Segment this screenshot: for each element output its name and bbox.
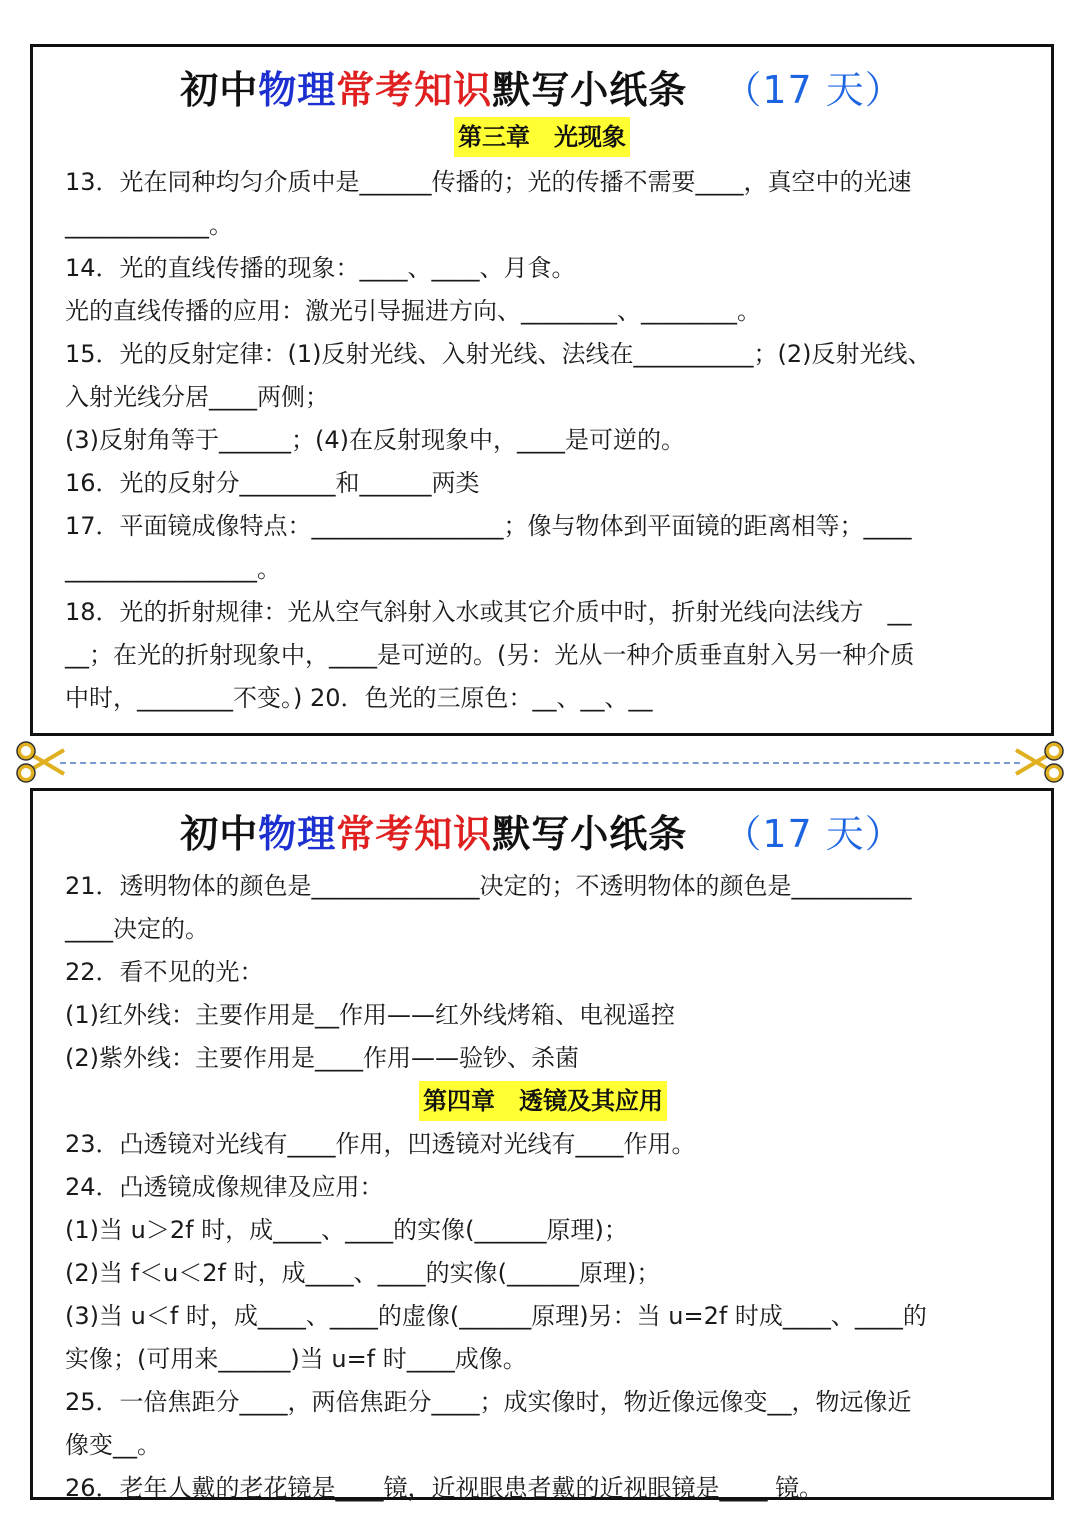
text-line: (2)紫外线：主要作用是____作用——验钞、杀菌 — [65, 1044, 579, 1072]
text-line: ____________。 — [65, 211, 233, 239]
text-line: (1)红外线：主要作用是__作用——红外线烤箱、电视遥控 — [65, 1001, 675, 1029]
text-line: 中时，________不变。) 20．色光的三原色：__、__、__ — [65, 684, 653, 712]
text-line: 光的直线传播的应用：激光引导掘进方向、________、________。 — [65, 297, 761, 325]
card-title — [33, 809, 1051, 859]
chapter-heading: 第四章 透镜及其应用 — [419, 1081, 667, 1121]
text-line: __；在光的折射现象中，____是可逆的。(另：光从一种介质垂直射入另一种介质 — [65, 641, 915, 669]
text-line: 24．凸透镜成像规律及应用： — [65, 1173, 384, 1201]
dashed-divider — [60, 762, 1020, 764]
chapter-heading: 第三章 光现象 — [454, 117, 630, 157]
title-days: （17 天） — [723, 68, 904, 112]
scissors-icon — [1012, 740, 1066, 784]
text-line: 25．一倍焦距分____，两倍焦距分____；成实像时，物近像远像变__，物远像近 — [65, 1388, 912, 1416]
title-part-1: 初中 — [180, 68, 259, 112]
title-part-4: 默写小纸条 — [492, 68, 688, 112]
card-title — [33, 65, 1051, 115]
text-line: (1)当 u＞2f 时，成____、____的实像(______原理)； — [65, 1216, 628, 1244]
text-line: 21．透明物体的颜色是______________决定的；不透明物体的颜色是__________ — [65, 872, 912, 900]
title-days: （17 天） — [723, 812, 904, 856]
text-line: 15．光的反射定律：(1)反射光线、入射光线、法线在__________；(2)反射光线、 — [65, 340, 932, 368]
scissors-icon — [14, 740, 68, 784]
text-line: 13．光在同种均匀介质中是______传播的；光的传播不需要____，真空中的光速 — [65, 168, 912, 196]
title-part-3: 常考知识 — [336, 68, 493, 112]
note-card-1 — [30, 44, 1054, 736]
text-line: 16．光的反射分________和______两类 — [65, 469, 480, 497]
text-line: 18．光的折射规律：光从空气斜射入水或其它介质中时，折射光线向法线方 __ — [65, 598, 912, 626]
text-line: 入射光线分居____两侧； — [65, 383, 329, 411]
title-part-4: 默写小纸条 — [492, 812, 688, 856]
text-line: (2)当 f＜u＜2f 时，成____、____的实像(______原理)； — [65, 1259, 661, 1287]
text-line: 实像；(可用来______)当 u=f 时____成像。 — [65, 1345, 527, 1373]
text-line: (3)当 u＜f 时，成____、____的虚像(______原理)另：当 u=2f 时成____、____的 — [65, 1302, 927, 1330]
text-line: 22．看不见的光： — [65, 958, 264, 986]
text-line: 像变__。 — [65, 1431, 161, 1459]
text-line: 14．光的直线传播的现象：____、____、月食。 — [65, 254, 576, 282]
text-line: 17．平面镜成像特点：________________；像与物体到平面镜的距离相等；____ — [65, 512, 912, 540]
text-line: 26．老年人戴的老花镜是____镜，近视眼患者戴的近视眼镜是____ 镜。 — [65, 1474, 824, 1502]
text-line: ________________。 — [65, 555, 281, 583]
card-body — [33, 161, 1051, 720]
card-body — [33, 865, 1051, 1510]
text-line: (3)反射角等于______；(4)在反射现象中，____是可逆的。 — [65, 426, 685, 454]
text-line: 23．凸透镜对光线有____作用，凹透镜对光线有____作用。 — [65, 1130, 696, 1158]
title-part-2: 物理 — [258, 812, 337, 856]
title-part-3: 常考知识 — [336, 812, 493, 856]
cut-line — [0, 740, 1080, 784]
title-part-1: 初中 — [180, 812, 259, 856]
title-part-2: 物理 — [258, 68, 337, 112]
text-line: ____决定的。 — [65, 915, 209, 943]
note-card-2 — [30, 788, 1054, 1500]
